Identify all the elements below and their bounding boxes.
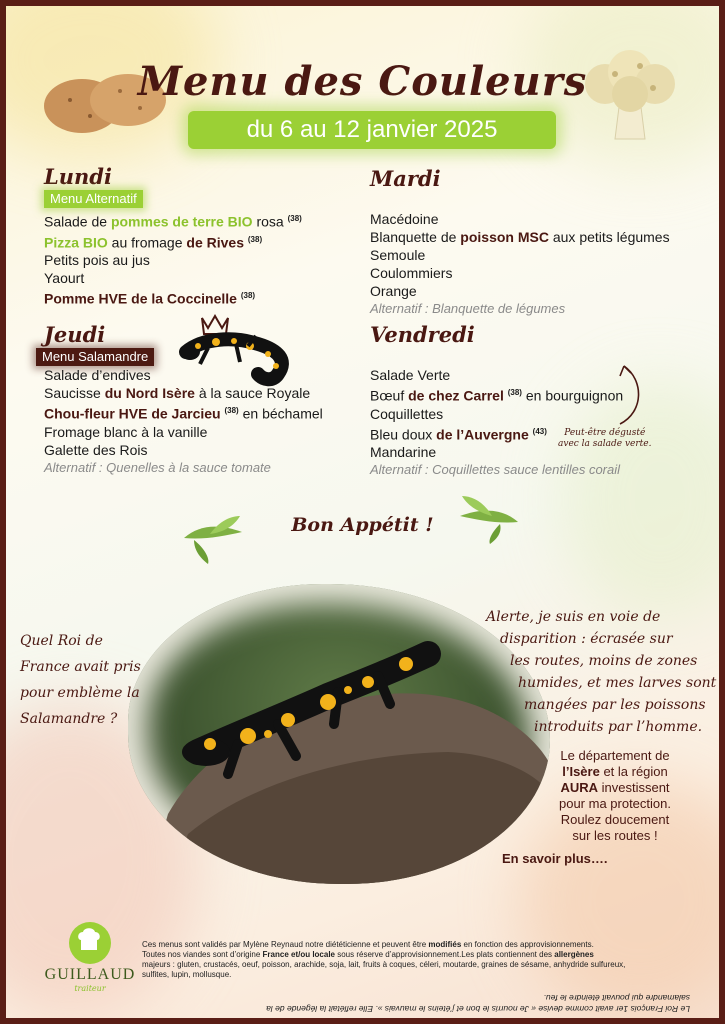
menu-item: Pizza BIO au fromage de Rives $^{(38)}$ [44,234,263,251]
menu-item: Coulommiers [370,265,453,281]
alternative-dish: Alternatif : Blanquette de légumes [370,301,566,316]
day-heading-mardi: Mardi [370,166,441,191]
chef-hat-icon [65,920,115,966]
alert-text: Alerte, je suis en voie de disparition : écrasée sur les routes, moins de zones humides, et mes larves sont mangées par les poissons introduits par l’homme. [486,609,717,735]
menu-item: Galette des Rois [44,441,148,458]
date-range-banner: du 6 au 12 janvier 2025 [188,111,556,149]
menu-item: Chou-fleur HVE de Jarcieu $^{(38)}$ en béchamel [44,405,323,422]
menu-item: Yaourt [44,270,85,287]
menu-item: Salade de pommes de terre BIO rosa $^{(38)}$ [44,213,302,230]
menu-item: Semoule [370,247,426,263]
menu-tag-salamandre: Menu Salamandre [36,348,154,366]
logo-subtitle: traiteur [74,984,106,993]
question-text: Quel Roi de France avait pris pour emblème la Salamandre ? [20,633,141,727]
menu-list-vendredi [370,366,623,479]
menu-item: Blanquette de poisson MSC aux petits légumes [370,229,670,245]
learn-more-link[interactable]: En savoir plus…. [502,851,608,866]
day-heading-jeudi: Jeudi [44,322,106,347]
menu-item: Salade Verte [370,367,451,383]
menu-item: Orange [370,283,417,299]
menu-item: Fromage blanc à la vanille [44,423,208,440]
logo-name: GUILLAUD [44,966,136,983]
menu-item: Pomme HVE de la Coccinelle $^{(38)}$ [44,290,256,307]
menu-list-mardi [370,210,670,318]
footer-disclaimer: Ces menus sont validés par Mylène Reynaud notre diététicienne et peuvent être modifiés en fonction des approvisionnements. Toutes nos viandes sont d’origine France et/ou locale sous réserve d’approvisionnement.Les plats contiennent des allergènes majeurs : gluten, crustacés, oeuf, poisson, arachide, soja, lait, fruits à coques, céleri, moutarde, graines de sésame, anhydride sulfureux, sulfites, lupin, mollusque. [142,940,626,979]
page-title: Menu des Couleurs [137,58,588,105]
curved-arrow-icon [600,360,650,430]
menu-list-jeudi [44,366,323,477]
serving-note: Peut-être dégusté avec la salade verte. [558,428,652,449]
day-heading-vendredi: Vendredi [370,322,475,347]
alternative-dish: Alternatif : Coquillettes sauce lentilles corail [370,462,621,478]
alternative-dish: Alternatif : Quenelles à la sauce tomate [44,459,271,475]
day-heading-lundi: Lundi [44,164,112,189]
upside-down-legend: Le Roi François 1er avait comme devise « Je nourris le bon et j’éteins le mauvais ». Elle reflétait la légende de la salamandre qui pouvait éteindre le feu. [266,993,690,1014]
guillaud-logo [40,920,140,993]
menu-list-lundi [44,210,302,308]
menu-item: Coquillettes [370,405,444,422]
menu-item: Bleu doux de l’Auvergne $^{(43)}$ [370,426,547,443]
menu-item: Saucisse du Nord Isère à la sauce Royale [44,385,311,401]
menu-item: Macédoine [370,211,439,227]
menu-item: Petits pois au jus [44,252,150,269]
protection-text: Le département de l’Isère et la région AURA investissent pour ma protection. Roulez doucement sur les routes ! [558,748,671,843]
leaf-icon [452,494,522,546]
menu-item: Salade d’endives [44,367,151,383]
menu-item: Bœuf de chez Carrel $^{(38)}$ en bourguignon [370,387,624,404]
bon-appetit-text: Bon Appétit ! [291,514,434,536]
menu-item: Mandarine [370,444,437,461]
menu-tag-alternatif: Menu Alternatif [44,190,143,208]
